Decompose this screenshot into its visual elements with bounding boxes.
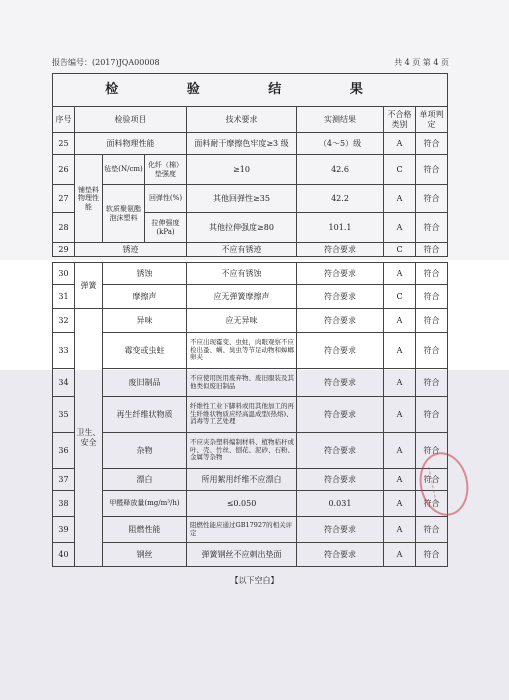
- row-seq: 27: [53, 185, 75, 213]
- col-header-verdict: 单项判定: [416, 107, 448, 133]
- row-grade: A: [384, 263, 416, 285]
- table-row: [53, 185, 448, 213]
- row-item: 阻燃性能: [103, 517, 187, 543]
- row-requirement: 不应使用医用废弃物、废旧服装及其他类似废旧制品: [187, 369, 297, 397]
- col-header-grade: 不合格类别: [384, 107, 416, 133]
- row-verdict: 符合: [416, 543, 448, 567]
- col-header-result: 实测结果: [297, 107, 384, 133]
- row-result: 符合要求: [297, 517, 384, 543]
- row-item: 再生纤维状物质: [103, 397, 187, 433]
- row-seq: 26: [53, 155, 75, 185]
- row-requirement: 弹簧钢丝不应刺出垫面: [187, 543, 297, 567]
- row-verdict: 符合: [416, 333, 448, 369]
- table-row: [53, 397, 448, 433]
- row-result: 符合要求: [297, 397, 384, 433]
- col-header-requirement: 技术要求: [187, 107, 297, 133]
- table-row: [53, 309, 448, 333]
- row-seq: 36: [53, 433, 75, 469]
- row-verdict: 符合: [416, 433, 448, 469]
- row-item: 甲醛释放量(mg/m³/h): [103, 491, 187, 517]
- row-requirement: 应无异味: [187, 309, 297, 333]
- table-row: [53, 543, 448, 567]
- row-requirement: 纤维性工业下脚料或用其他加工的再生纤维状物质应经高温成型(热熔)、消毒等工艺处理: [187, 397, 297, 433]
- row-property: 回弹性(%): [145, 185, 187, 213]
- row-grade: A: [384, 397, 416, 433]
- row-seq: 29: [53, 243, 75, 257]
- row-requirement: 面料耐干摩擦色牢度≥3 级: [187, 133, 297, 155]
- row-verdict: 符合: [416, 397, 448, 433]
- group-label-spring: 弹簧: [75, 263, 103, 309]
- row-item: 异味: [103, 309, 187, 333]
- row-grade: A: [384, 333, 416, 369]
- row-seq: 34: [53, 369, 75, 397]
- row-requirement: 不应有锈迹: [187, 243, 297, 257]
- sublabel-pu-foam: 软质聚氨酯泡沫塑料: [103, 185, 145, 243]
- row-grade: C: [384, 155, 416, 185]
- row-verdict: 符合: [416, 263, 448, 285]
- row-grade: C: [384, 243, 416, 257]
- row-grade: C: [384, 285, 416, 309]
- table-row: [53, 517, 448, 543]
- row-requirement: 应无弹簧摩擦声: [187, 285, 297, 309]
- row-item: 面料物理性能: [75, 133, 187, 155]
- row-verdict: 符合: [416, 469, 448, 491]
- end-of-results-note: 【以下空白】: [230, 576, 279, 585]
- row-grade: A: [384, 309, 416, 333]
- row-verdict: 符合: [416, 285, 448, 309]
- row-seq: 33: [53, 333, 75, 369]
- group-label-hygiene-safety: 卫生、安全: [75, 309, 103, 567]
- row-grade: A: [384, 491, 416, 517]
- sublabel-felt-pad: 毡垫(N/cm): [103, 155, 145, 185]
- row-seq: 39: [53, 517, 75, 543]
- row-result: 42.6: [297, 155, 384, 185]
- table-row: [53, 369, 448, 397]
- row-result: 符合要求: [297, 285, 384, 309]
- row-seq: 32: [53, 309, 75, 333]
- col-header-item: 检验项目: [75, 107, 187, 133]
- row-requirement: ≤0.050: [187, 491, 297, 517]
- row-requirement: 所用絮用纤维不应漂白: [187, 469, 297, 491]
- table-row: [53, 263, 448, 285]
- row-item: 杂物: [103, 433, 187, 469]
- row-seq: 31: [53, 285, 75, 309]
- row-grade: A: [384, 369, 416, 397]
- table-row: [53, 491, 448, 517]
- report-number: 报告编号：(2017)JQA00008: [52, 58, 160, 67]
- row-grade: A: [384, 543, 416, 567]
- results-table-top: [52, 73, 448, 257]
- row-requirement: 其他拉伸强度≥80: [187, 213, 297, 243]
- row-property: 化纤（棉）垫强度: [145, 155, 187, 185]
- row-seq: 37: [53, 469, 75, 491]
- table-row: [53, 155, 448, 185]
- page-number: 共 4 页 第 4 页: [394, 58, 449, 67]
- row-seq: 28: [53, 213, 75, 243]
- row-item: 钢丝: [103, 543, 187, 567]
- row-requirement: 不应夹杂塑料编制材料、植物秸秆或叶、壳、竹丝、刨花、泥砂、石粉、金属等杂物: [187, 433, 297, 469]
- row-seq: 30: [53, 263, 75, 285]
- row-seq: 25: [53, 133, 75, 155]
- row-grade: A: [384, 133, 416, 155]
- row-requirement: 不应出现霉变、虫蛀，肉眼观察不应检出蚤、螨、臭虫等节足动物和蟑螂卵夹: [187, 333, 297, 369]
- row-result: 符合要求: [297, 433, 384, 469]
- row-verdict: 符合: [416, 243, 448, 257]
- row-result: 符合要求: [297, 333, 384, 369]
- row-item: 锈迹: [75, 243, 187, 257]
- row-result: 符合要求: [297, 309, 384, 333]
- table-row: [53, 433, 448, 469]
- table-row: [53, 333, 448, 369]
- row-result: 符合要求: [297, 243, 384, 257]
- row-verdict: 符合: [416, 133, 448, 155]
- col-header-seq: 序号: [53, 107, 75, 133]
- row-requirement: 阻燃性能应通过GB17927的相关评定: [187, 517, 297, 543]
- row-grade: A: [384, 213, 416, 243]
- row-requirement: 不应有锈蚀: [187, 263, 297, 285]
- row-seq: 40: [53, 543, 75, 567]
- table-title: 检 验 结 果: [53, 74, 448, 107]
- row-result: 符合要求: [297, 469, 384, 491]
- row-item: 锈蚀: [103, 263, 187, 285]
- results-table-bottom: [52, 262, 448, 567]
- row-property: 拉伸强度(kPa): [145, 213, 187, 243]
- row-result: 42.2: [297, 185, 384, 213]
- row-verdict: 符合: [416, 213, 448, 243]
- row-seq: 38: [53, 491, 75, 517]
- table-row: [53, 469, 448, 491]
- row-result: 符合要求: [297, 369, 384, 397]
- row-verdict: 符合: [416, 369, 448, 397]
- row-verdict: 符合: [416, 491, 448, 517]
- row-seq: 35: [53, 397, 75, 433]
- row-item: 摩擦声: [103, 285, 187, 309]
- row-verdict: 符合: [416, 185, 448, 213]
- row-result: 101.1: [297, 213, 384, 243]
- row-verdict: 符合: [416, 309, 448, 333]
- row-item: 漂白: [103, 469, 187, 491]
- row-requirement: 其他回弹性≥35: [187, 185, 297, 213]
- row-result: 符合要求: [297, 543, 384, 567]
- table-row: [53, 133, 448, 155]
- row-result: 0.031: [297, 491, 384, 517]
- row-item: 霉变或虫蛀: [103, 333, 187, 369]
- row-grade: A: [384, 433, 416, 469]
- row-grade: A: [384, 469, 416, 491]
- row-verdict: 符合: [416, 517, 448, 543]
- row-item: 废旧制品: [103, 369, 187, 397]
- table-row: [53, 243, 448, 257]
- row-result: 符合要求: [297, 263, 384, 285]
- row-requirement: ≥10: [187, 155, 297, 185]
- row-verdict: 符合: [416, 155, 448, 185]
- row-grade: A: [384, 517, 416, 543]
- table-row: [53, 285, 448, 309]
- row-grade: A: [384, 185, 416, 213]
- row-result: （4～5）级: [297, 133, 384, 155]
- group-label-padding-physical: 铺垫料物理性能: [75, 155, 103, 243]
